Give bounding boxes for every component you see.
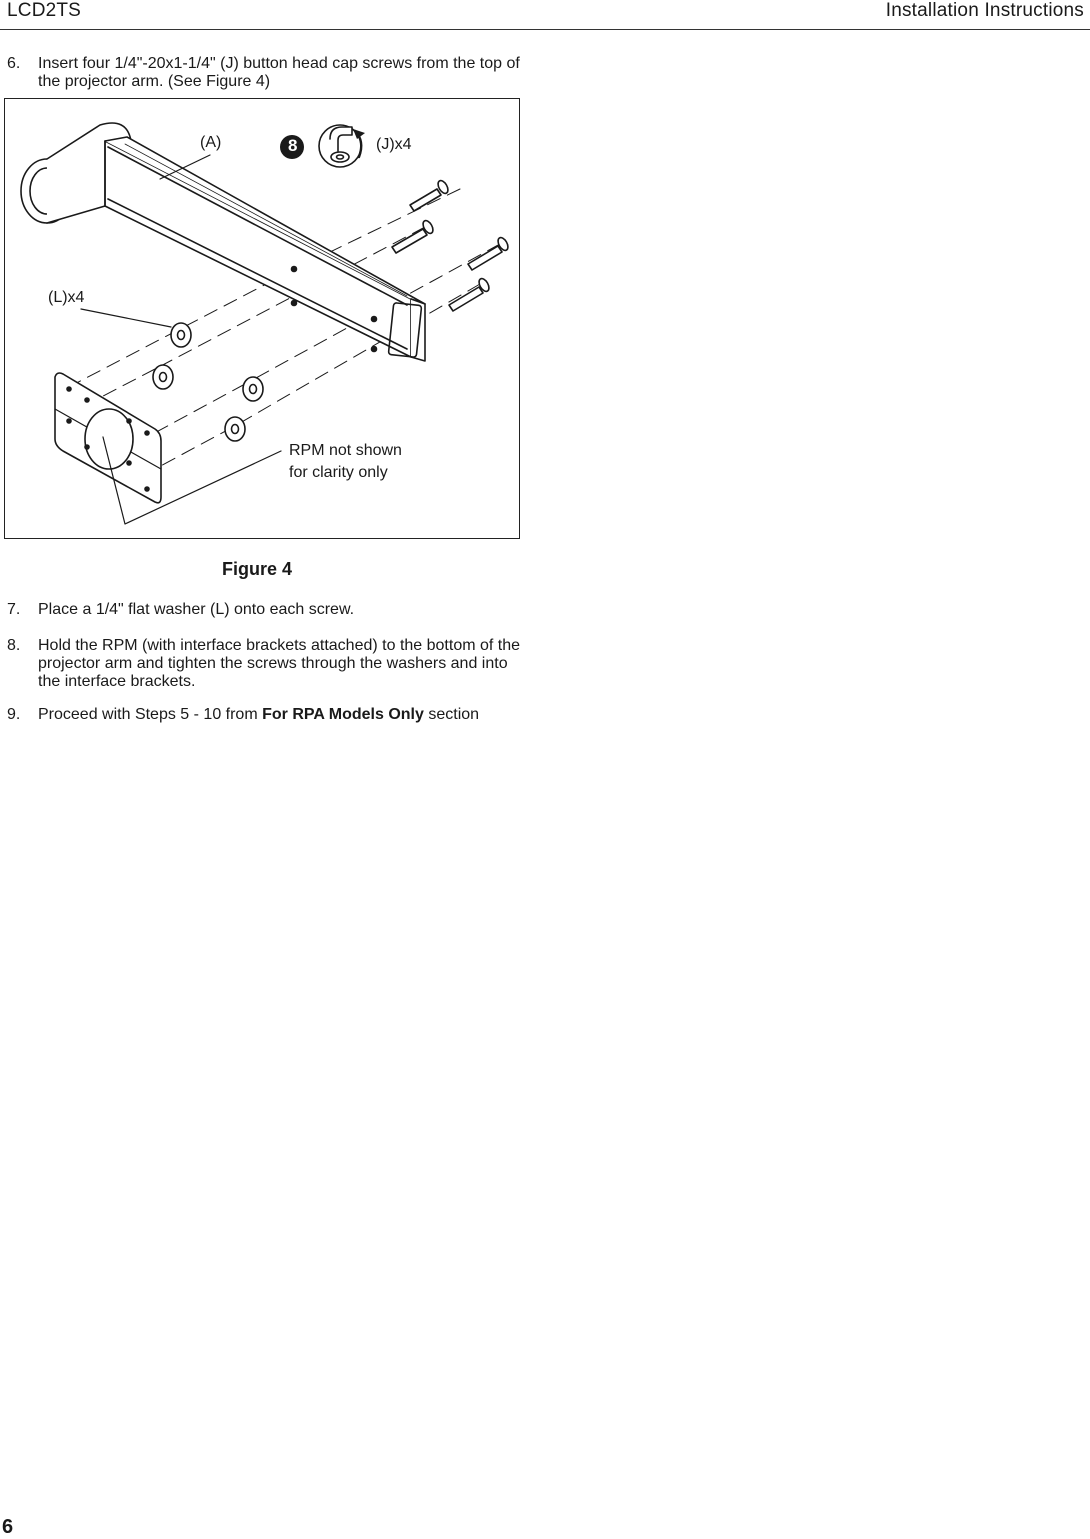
step-number: 8. bbox=[7, 637, 21, 654]
screw-j bbox=[468, 236, 510, 270]
step-text-part: Proceed with Steps 5 - 10 from bbox=[38, 706, 263, 723]
rpm-note-line-2: for clarity only bbox=[289, 464, 388, 481]
label-screws-j: (J)x4 bbox=[376, 136, 412, 153]
washer-l bbox=[153, 365, 173, 389]
step-text-part: section bbox=[423, 706, 480, 723]
figure-caption: Figure 4 bbox=[222, 559, 293, 579]
label-arm-a: (A) bbox=[200, 134, 222, 151]
screw-j bbox=[410, 179, 450, 211]
step-text: Place a 1/4" flat washer (L) onto each screw. bbox=[38, 601, 355, 618]
step-text: Insert four 1/4"-20x1-1/4" (J) button head cap screws from the top of the projector arm. (See Figure 4) bbox=[38, 55, 520, 90]
label-washers-l: (L)x4 bbox=[48, 289, 85, 306]
header-product-name: LCD2TS bbox=[7, 0, 82, 21]
projector-arm bbox=[21, 123, 425, 361]
alignment-line bbox=[155, 427, 233, 469]
rpm-note-line-1: RPM not shown bbox=[289, 442, 402, 459]
step-text: Hold the RPM (with interface brackets attached) to the bottom of the projector arm and tighten the screws through the washers and into the interface brackets. bbox=[38, 637, 521, 690]
figure-4-illustration bbox=[4, 98, 520, 539]
step-number: 6. bbox=[7, 55, 21, 72]
header-section-title: Installation Instructions bbox=[885, 0, 1084, 21]
allen-wrench-icon bbox=[319, 125, 365, 167]
step-number: 7. bbox=[7, 601, 21, 618]
header-divider bbox=[0, 29, 1090, 30]
screw-j bbox=[392, 219, 435, 253]
page-number: 6 bbox=[2, 1516, 14, 1538]
assembly-drawing bbox=[5, 99, 521, 540]
washer-l bbox=[243, 377, 263, 401]
interface-bracket bbox=[55, 373, 161, 503]
washer-l bbox=[171, 323, 191, 347]
screw-j bbox=[449, 277, 491, 311]
washer-l bbox=[225, 417, 245, 441]
step-text bbox=[38, 706, 523, 724]
section-reference: For RPA Models Only bbox=[262, 706, 424, 723]
step-number: 9. bbox=[7, 706, 21, 723]
